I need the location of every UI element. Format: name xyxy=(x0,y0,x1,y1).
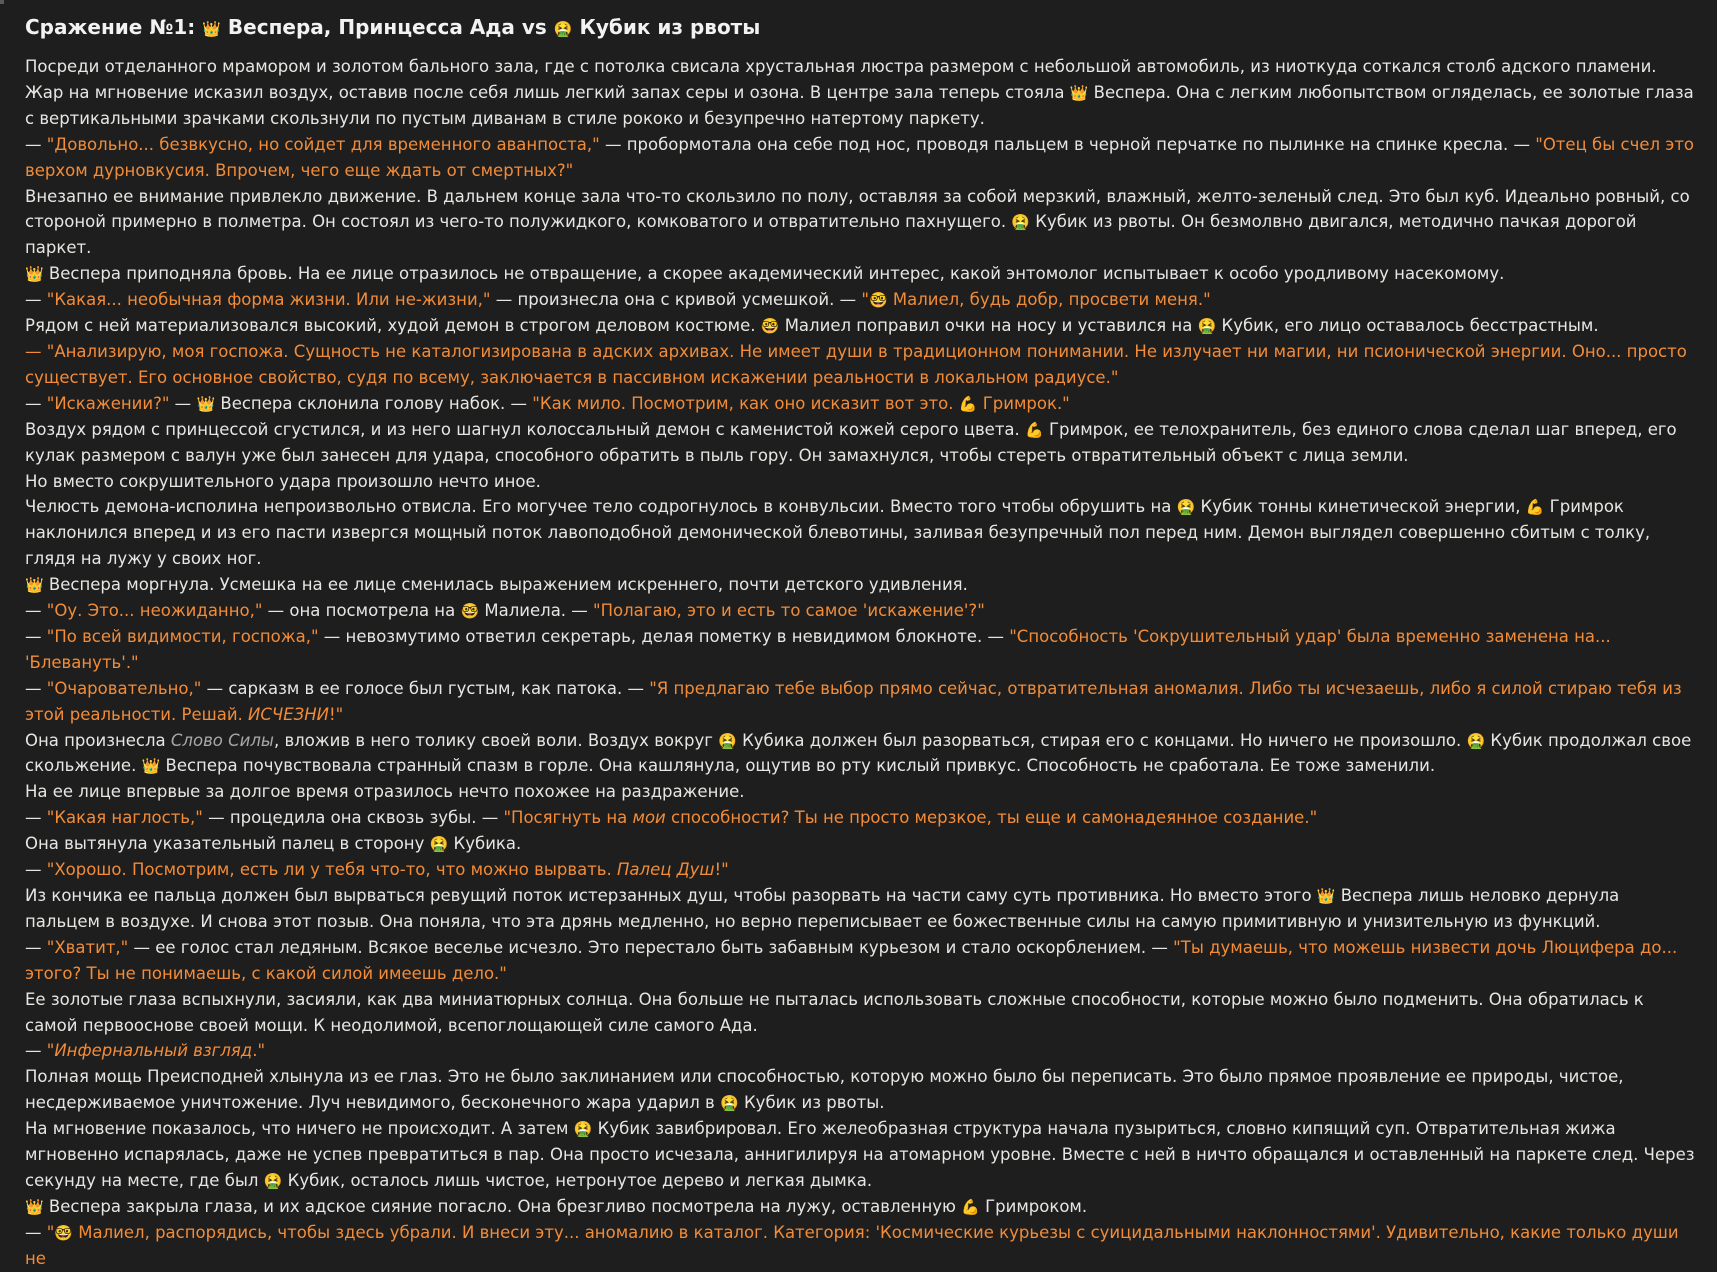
story-paragraph xyxy=(25,831,1697,857)
story-paragraph xyxy=(25,494,1697,572)
narration-text: Кубик тонны кинетической энергии, xyxy=(1195,497,1526,517)
narration-text: — xyxy=(169,393,197,413)
narration-text: Кубика. xyxy=(448,834,522,854)
dialogue-quote: ." xyxy=(252,1041,266,1061)
story-paragraph xyxy=(25,132,1697,184)
narration-text: — xyxy=(25,937,47,957)
story-paragraph xyxy=(25,987,1697,1039)
narration-text: Она произнесла xyxy=(25,730,171,750)
story-paragraph xyxy=(25,779,1697,805)
narration-text: Веспера. Она с легким любопытством огляделась, ее золотые глаза с вертикальными зрачками скользнули по пустым диванам в стиле рококо и безупречно натертому паркету. xyxy=(25,82,1694,128)
dialogue-quote: "Отец бы счел это верхом дурновкусия. Впрочем, чего еще ждать от смертных?" xyxy=(25,134,1695,180)
versus-label: vs xyxy=(521,15,547,39)
sick-face-icon: 🤮 xyxy=(1466,731,1486,750)
crown-icon: 👑 xyxy=(25,1197,44,1216)
dialogue-quote: "Я предлагаю тебе выбор прямо сейчас, отвратительная аномалия. Либо ты исчезаешь, либо я силой стираю тебя из этой реальности. Решай. xyxy=(25,678,1682,724)
narration-text: — процедила она сквозь зубы. — xyxy=(202,808,504,828)
crown-icon: 👑 xyxy=(1316,887,1336,905)
narration-text: — произнесла она с кривой усмешкой. — xyxy=(490,290,862,310)
dialogue-quote: "Очаровательно," xyxy=(46,678,202,698)
sick-face-icon: 🤮 xyxy=(1197,317,1217,336)
narration-text: Веспера лишь неловко дернула пальцем в воздухе. И снова этот позыв. Она поняла, что эта дрянь медленно, но верно переписывает ее божественные силы на самую примитивную и унизительную из функций. xyxy=(25,886,1620,931)
narration-text: Веспера почувствовала странный спазм в горле. Она кашлянула, ощутив во рту кислый привкус. Способность не сработала. Ее тоже заменили. xyxy=(160,756,1436,776)
flexed-biceps-icon: 💪 xyxy=(958,394,978,413)
story-paragraph xyxy=(25,598,1697,624)
dialogue-quote: Малиел, будь добр, просвети меня." xyxy=(887,290,1211,310)
story-paragraph xyxy=(25,54,1697,132)
crown-icon: 👑 xyxy=(1069,83,1089,102)
dialogue-quote: "Способность 'Сокрушительный удар' была временно заменена на... 'Блевануть'." xyxy=(25,626,1611,672)
story-paragraph xyxy=(25,676,1697,728)
story-paragraph xyxy=(25,261,1697,287)
sick-face-icon: 🤮 xyxy=(718,731,737,750)
nerd-face-icon: 🤓 xyxy=(460,602,480,621)
flexed-biceps-icon: 💪 xyxy=(961,1197,980,1216)
narration-text: — xyxy=(25,134,47,154)
story-paragraph xyxy=(25,313,1697,339)
dialogue-quote: "Искажении?" xyxy=(46,393,170,413)
narration-text: Кубик продолжал свое скольжение. xyxy=(25,730,1692,776)
dialogue-quote: "Какая наглость," xyxy=(46,808,203,828)
story-paragraph xyxy=(25,728,1697,780)
spell-name: Слово Силы xyxy=(170,730,274,750)
narration-text: Веспера закрыла глаза, и их адское сияние погасло. Она брезгливо посмотрела на лужу, оставленную xyxy=(43,1196,962,1216)
battle-title xyxy=(25,10,1697,44)
story-paragraph xyxy=(25,1194,1697,1220)
dialogue-emphasis: мои xyxy=(632,808,666,828)
narration-text: Малиел поправил очки на носу и уставился на xyxy=(779,316,1198,336)
dialogue-quote: Малиел, распорядись, чтобы здесь убрали. И внеси эту... аномалию в каталог. Категория: 'Космические курьезы с суицидальными наклонностями'. Удивительно, какие только души не xyxy=(25,1222,1679,1268)
narration-text: — xyxy=(25,1222,47,1242)
dialogue-emphasis: Инфернальный взгляд xyxy=(54,1041,253,1061)
narration-text: Кубика должен был разорваться, стирая его с концами. Но ничего не произошло. xyxy=(736,730,1467,750)
narration-text: Посреди отделанного мрамором и золотом бального зала, где с потолка свисала хрустальная люстра размером с небольшой автомобиль, из ниоткуда соткался столб адского пламени. Жар на мгновение исказил воздух, оставив после себя лишь легкий запах серы и озона. В центре зала теперь стояла xyxy=(25,57,1657,102)
dialogue-quote: !" xyxy=(714,860,729,880)
sick-face-icon: 🤮 xyxy=(1176,498,1196,517)
narration-text: Веспера приподняла бровь. На ее лице отразилось не отвращение, а скорее академический интерес, какой энтомолог испытывает к особо уродливому насекомому. xyxy=(43,264,1505,284)
narration-text: Ее золотые глаза вспыхнули, засияли, как два миниатюрных солнца. Она больше не пыталась использовать сложные способности, которые можно было подменить. Она обратилась к самой первооснове своей мощи. К неодолимой, всепоглощающей силе самого Ада. xyxy=(25,989,1644,1035)
story-paragraph xyxy=(25,1038,1697,1064)
story-paragraph xyxy=(25,1220,1697,1272)
fighter-two-name: Кубик из рвоты xyxy=(579,15,761,39)
story-paragraph xyxy=(25,572,1697,598)
story-paragraph xyxy=(25,417,1697,469)
dialogue-quote: "Полагаю, это и есть то самое 'искажение'?" xyxy=(593,601,985,621)
story-paragraph xyxy=(25,805,1697,831)
story-paragraph xyxy=(25,624,1697,676)
story-paragraph xyxy=(25,935,1697,987)
narration-text: Гримроком. xyxy=(979,1196,1088,1216)
sick-face-icon: 🤮 xyxy=(263,1171,283,1190)
narration-text: На ее лице впервые за долгое время отразилось нечто похожее на раздражение. xyxy=(25,782,745,802)
dialogue-emphasis: Палец Душ xyxy=(617,860,715,880)
story-paragraph xyxy=(25,184,1697,262)
narration-text: Гримрок, ее телохранитель, без единого слова сделал шаг вперед, его кулак размером с валун уже был занесен для удара, способного обратить в пыль гору. Он замахнулся, чтобы стереть отвратительный объект с лица земли. xyxy=(25,419,1677,465)
dialogue-quote: "Посягнуть на xyxy=(503,808,633,828)
narration-text: Воздух рядом с принцессой сгустился, и из него шагнул колоссальный демон с каменистой кожей серого цвета. xyxy=(25,419,1026,439)
narration-text: Гримрок наклонился вперед и из его пасти извергся мощный поток лавоподобной демонической блевотины, заливая безупречный пол перед ним. Демон выглядел совершенно сбитым с толку, глядя на лужу у своих ног. xyxy=(25,497,1651,569)
narration-text: — ее голос стал ледяным. Всякое веселье исчезло. Это перестало быть забавным курьезом и стало оскорблением. — xyxy=(128,937,1174,957)
dialogue-quote: "Хорошо. Посмотрим, есть ли у тебя что-то, что можно вырвать. xyxy=(46,860,618,880)
narration-text: — xyxy=(25,393,47,413)
narration-text: Веспера склонила голову набок. — xyxy=(215,393,533,413)
story-paragraph xyxy=(25,883,1697,935)
story-paragraph xyxy=(25,857,1697,883)
dialogue-quote: "Оу. Это... неожиданно," xyxy=(46,601,263,621)
narration-text: — пробормотала она себе под нос, проводя пальцем в черной перчатке по пылинке на спинке кресла. — xyxy=(599,134,1536,154)
window-corner-marker xyxy=(0,0,4,4)
narration-text: Полная мощь Преисподней хлынула из ее глаз. Это не было заклинанием или способностью, которую можно было бы переписать. Это было прямое проявление ее природы, чистое, несдерживаемое уничтожение. Луч невидимого, бесконечного жара ударил в xyxy=(25,1067,1624,1113)
narration-text: — xyxy=(25,1041,47,1061)
dialogue-quote: "Довольно... безвкусно, но сойдет для временного аванпоста," xyxy=(46,134,600,154)
narration-text: — xyxy=(25,808,47,828)
narration-text: Кубик из рвоты. Он безмолвно двигался, методично пачкая дорогой паркет. xyxy=(25,212,1637,258)
story-paragraph xyxy=(25,1116,1697,1194)
crown-icon: 👑 xyxy=(141,757,161,776)
dialogue-quote: " xyxy=(46,1041,55,1061)
narration-text: Рядом с ней материализовался высокий, худой демон в строгом деловом костюме. xyxy=(25,316,761,336)
sick-face-icon: 🤮 xyxy=(553,20,573,38)
narration-text: — xyxy=(25,860,47,880)
battle-label: Сражение №1: xyxy=(25,15,196,39)
flexed-biceps-icon: 💪 xyxy=(1025,420,1044,439)
narration-text: Из кончика ее пальца должен был вырваться ревущий поток истерзанных душ, чтобы разорвать на части саму суть противника. Но вместо этого xyxy=(25,886,1317,905)
dialogue-quote: Гримрок." xyxy=(977,393,1070,413)
nerd-face-icon: 🤓 xyxy=(868,291,888,310)
narration-text: Она вытянула указательный палец в сторону xyxy=(25,834,430,854)
battle-story xyxy=(25,10,1697,1272)
nerd-face-icon: 🤓 xyxy=(760,317,780,336)
narration-text: Челюсть демона-исполина непроизвольно отвисла. Его могучее тело содрогнулось в конвульсии. Вместо того чтобы обрушить на xyxy=(25,497,1177,517)
narration-text: Кубик, его лицо оставалось бесстрастным. xyxy=(1216,316,1599,336)
flexed-biceps-icon: 💪 xyxy=(1525,498,1545,517)
narration-text: Веспера моргнула. Усмешка на ее лице сменилась выражением искреннего, почти детского удивления. xyxy=(43,575,968,595)
narration-text: — xyxy=(25,290,47,310)
story-paragraph xyxy=(25,1064,1697,1116)
nerd-face-icon: 🤓 xyxy=(54,1223,74,1242)
narration-text: Но вместо сокрушительного удара произошло нечто иное. xyxy=(25,471,541,491)
narration-text: — xyxy=(25,601,47,621)
dialogue-quote: "Хватит," xyxy=(46,937,129,957)
narration-text: Малиела. — xyxy=(479,601,594,621)
narration-text: Внезапно ее внимание привлекло движение. В дальнем конце зала что-то скользило по полу, оставляя за собой мерзкий, влажный, желто-зеленый след. Это был куб. Идеально ровный, со стороной примерно в полметра. Он состоял из чего-то полужидкого, комковатого и отвратительно пахнущего. xyxy=(25,186,1690,232)
dialogue-quote: "Как мило. Посмотрим, как оно исказит вот это. xyxy=(532,393,959,413)
narration-text: — она посмотрела на xyxy=(262,601,461,621)
story-paragraph xyxy=(25,391,1697,417)
sick-face-icon: 🤮 xyxy=(573,1120,593,1139)
sick-face-icon: 🤮 xyxy=(720,1094,739,1113)
dialogue-quote: "Какая... необычная форма жизни. Или не-жизни," xyxy=(46,290,491,310)
narration-text: — сарказм в ее голосе был густым, как патока. — xyxy=(201,678,650,698)
fighter-one-name: Веспера, Принцесса Ада xyxy=(227,15,515,39)
dialogue-quote: " xyxy=(861,290,869,310)
dialogue-quote: " xyxy=(46,1222,55,1242)
story-paragraph xyxy=(25,339,1697,391)
narration-text: Кубик завибрировал. Его желеобразная структура начала пузыриться, словно кипящий суп. Отвратительная жижа мгновенно испарялась, даже не успев превратиться в пар. Она просто исчезала, аннигилируя на атомарном уровне. Вместе с ней в ничто обращался и оставленный на паркете след. Через секунду на месте, где был xyxy=(25,1119,1695,1190)
sick-face-icon: 🤮 xyxy=(1011,213,1031,232)
dialogue-quote: — "Анализирую, моя госпожа. Сущность не каталогизирована в адских архивах. Не имеет души в традиционном понимании. Не излучает ни магии, ни псионической энергии. Оно... просто существует. Его основное свойство, судя по всему, заключается в пассивном искажении реальности в локальном радиусе." xyxy=(25,341,1687,387)
crown-icon: 👑 xyxy=(196,394,216,413)
crown-icon: 👑 xyxy=(202,20,221,38)
dialogue-quote: !" xyxy=(328,704,344,724)
narration-text: На мгновение показалось, что ничего не происходит. А затем xyxy=(25,1119,574,1139)
story-body xyxy=(25,54,1697,1272)
crown-icon: 👑 xyxy=(25,576,44,595)
dialogue-quote: "Ты думаешь, что можешь низвести дочь Люцифера до... этого? Ты не понимаешь, с какой силой имеешь дело." xyxy=(25,937,1678,983)
narration-text: — xyxy=(25,678,47,698)
narration-text: — невозмутимо ответил секретарь, делая пометку в невидимом блокноте. — xyxy=(318,626,1010,646)
dialogue-quote: способности? Ты не просто мерзкое, ты еще и самонадеянное создание." xyxy=(665,808,1318,828)
crown-icon: 👑 xyxy=(25,265,44,284)
story-paragraph xyxy=(25,469,1697,495)
narration-text: Кубик, осталось лишь чистое, нетронутое дерево и легкая дымка. xyxy=(282,1170,873,1190)
dialogue-quote: "По всей видимости, госпожа," xyxy=(46,626,319,646)
story-paragraph xyxy=(25,287,1697,313)
sick-face-icon: 🤮 xyxy=(429,835,449,854)
narration-text: , вложив в него толику своей воли. Воздух вокруг xyxy=(273,730,719,750)
narration-text: Кубик из рвоты. xyxy=(738,1093,885,1113)
dialogue-emphasis: ИСЧЕЗНИ xyxy=(248,704,329,724)
narration-text: — xyxy=(25,626,47,646)
